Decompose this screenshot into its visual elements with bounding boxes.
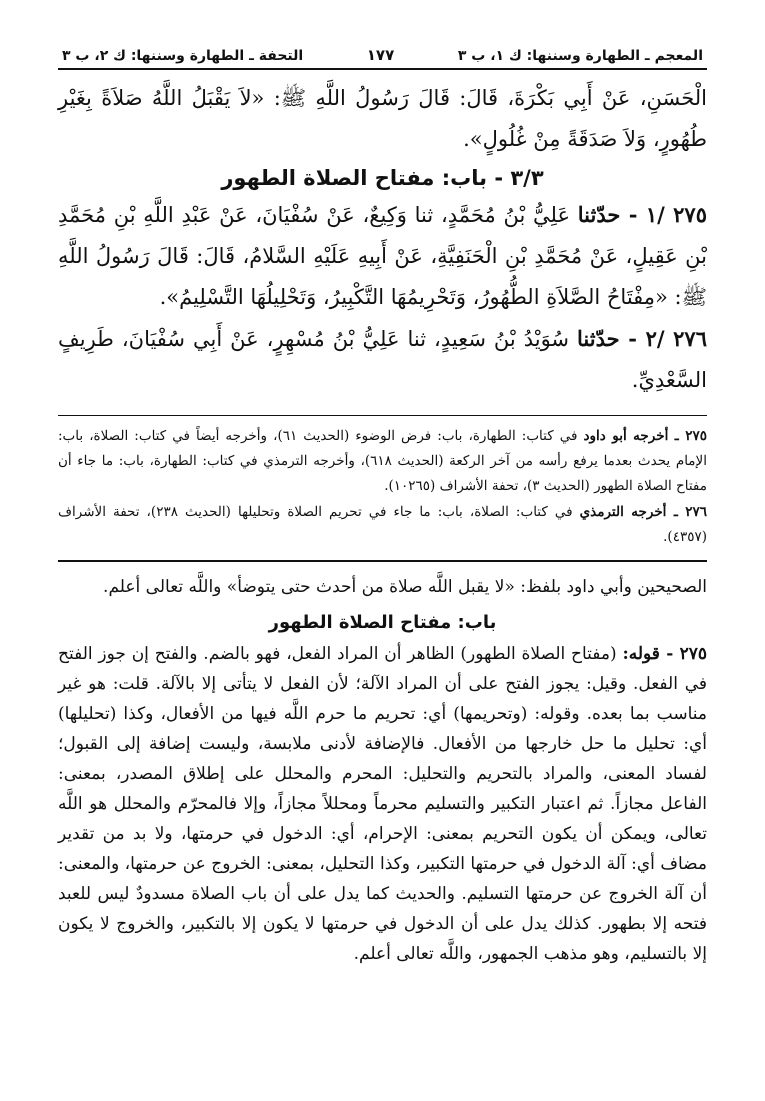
footnote-275 [58,424,707,499]
hadith-276 [58,318,707,401]
commentary-title: باب: مفتاح الصلاة الطهور [268,612,497,633]
hadith-275-text: عَلِيُّ بْنُ مُحَمَّدٍ، ثنا وَكِيعٌ، عَنْ سُفْيَانَ، عَنْ عَبْدِ اللَّهِ بْنِ مُحَمَّدِ بْنِ عَقِيلٍ، عَنْ مُحَمَّدِ بْنِ الْحَنَفِيَّةِ، عَنْ أَبِيهِ عَلَيْهِ السَّلامُ، قَالَ: قَالَ رَسُولُ اللَّهِ ﷺ: «مِفْتَاحُ الصَّلاَةِ الطُّهُورُ، وَتَحْرِيمُهَا التَّكْبِيرُ، وَتَحْلِيلُهَا التَّسْلِيمُ». [58,203,707,309]
hadith-275-label: ٢٧٥ /١ - حدّثنا [577,202,707,227]
hadith-276-text: سُوَيْدُ بْنُ سَعِيدٍ، ثنا عَلِيُّ بْنُ مُسْهِرٍ، عَنْ أَبِي سُفْيَانَ، طَرِيفٍ السَّعْدِيِّ. [58,327,707,392]
commentary-body [58,639,707,969]
section-divider [58,560,707,562]
commentary-intro: الصحيحين وأبي داود بلفظ: «لا يقبل اللَّه صلاة من أحدث حتى يتوضأ» واللَّه تعالى أعلم. [103,577,707,597]
hadith-275 [58,194,707,318]
footnote-276-text: في كتاب: الصلاة، باب: ما جاء في تحريم الصلاة وتحليلها (الحديث ٢٣٨)، تحفة الأشراف (٤٣٥٧). [58,504,707,545]
main-text [58,78,707,401]
footnotes [58,415,707,550]
footnote-276-label: ٢٧٦ ـ أخرجه الترمذي [579,504,708,520]
header-right: المعجم ـ الطهارة وسننها: ك ١، ب ٣ [457,48,703,64]
commentary-label: ٢٧٥ - قوله: [622,644,707,664]
intro-hadith-text: الْحَسَنِ، عَنْ أَبِي بَكْرَةَ، قَالَ: قَالَ رَسُولُ اللَّهِ ﷺ: «لاَ يَقْبَلُ اللَّهُ صَلاَةً بِغَيْرِ طُهُورٍ، وَلاَ صَدَقَةً مِنْ غُلُولٍ». [58,86,707,151]
hadith-276-label: ٢٧٦ /٢ - حدّثنا [577,326,707,351]
footnote-275-text: في كتاب: الطهارة، باب: فرض الوضوء (الحديث ٦١)، وأخرجه أيضاً في كتاب: الصلاة، باب: الإمام يحدث بعدما يرفع رأسه من آخر الركعة (الحديث ٦١٨)، وأخرجه الترمذي في كتاب: الطهارة، باب: ما جاء أن مفتاح الصلاة الطهور (الحديث ٣)، تحفة الأشراف (١٠٢٦٥). [58,428,707,494]
header-left: التحفة ـ الطهارة وسننها: ك ٢، ب ٣ [62,48,304,64]
footnote-276 [58,500,707,550]
commentary [58,572,707,969]
footnote-275-label: ٢٧٥ ـ أخرجه أبو داود [583,428,707,444]
running-header [58,46,707,70]
page-number: ١٧٧ [366,46,395,64]
commentary-text: (مفتاح الصلاة الطهور) الظاهر أن المراد الفعل، فهو بالضم. والفتح إن جوز الفتح في الفعل. وقيل: يجوز الفتح على أن المراد الآلة؛ لأن الفعل لا يتأتى إلا بالآلة. قلت: هو غير مناسب بما بعده. وقوله: (وتحريمها) أي: تحريم ما حرم اللَّه فيها من الأفعال، وكذا (تحليلها) أي: تحليل ما حل خارجها من الأفعال. فالإضافة لأدنى ملابسة، وليست إضافة إلى القبول؛ لفساد المعنى، والمراد بالتحريم والتحليل: المحرم والمحلل على إطلاق المصدر، بمعنى: الفاعل مجازاً. ثم اعتبار التكبير والتسليم محرماً ومحللاً مجازاً، وإلا فالمحرّم والمحلل هو اللَّه تعالى، ويمكن أن يكون التحريم بمعنى: الإحرام، أي: الدخول في حرمتها، ولا بد من تقدير مضاف أي: آلة الدخول في حرمتها التكبير، وكذا التحليل، بمعنى: الخروج عن حرمتها، والمعنى: أن آلة الخروج عن حرمتها التسليم. والحديث كما يدل على أن باب الصلاة مسدودٌ ليس للعبد فتحه إلا بطهور. كذلك يدل على أن الدخول في حرمتها لا يكون إلا بالتكبير، والخروج لا يكون إلا بالتسليم، وهو مذهب الجمهور، واللَّه تعالى أعلم. [58,644,707,964]
chapter-title: ٣/٣ - باب: مفتاح الصلاة الطهور [221,166,544,190]
